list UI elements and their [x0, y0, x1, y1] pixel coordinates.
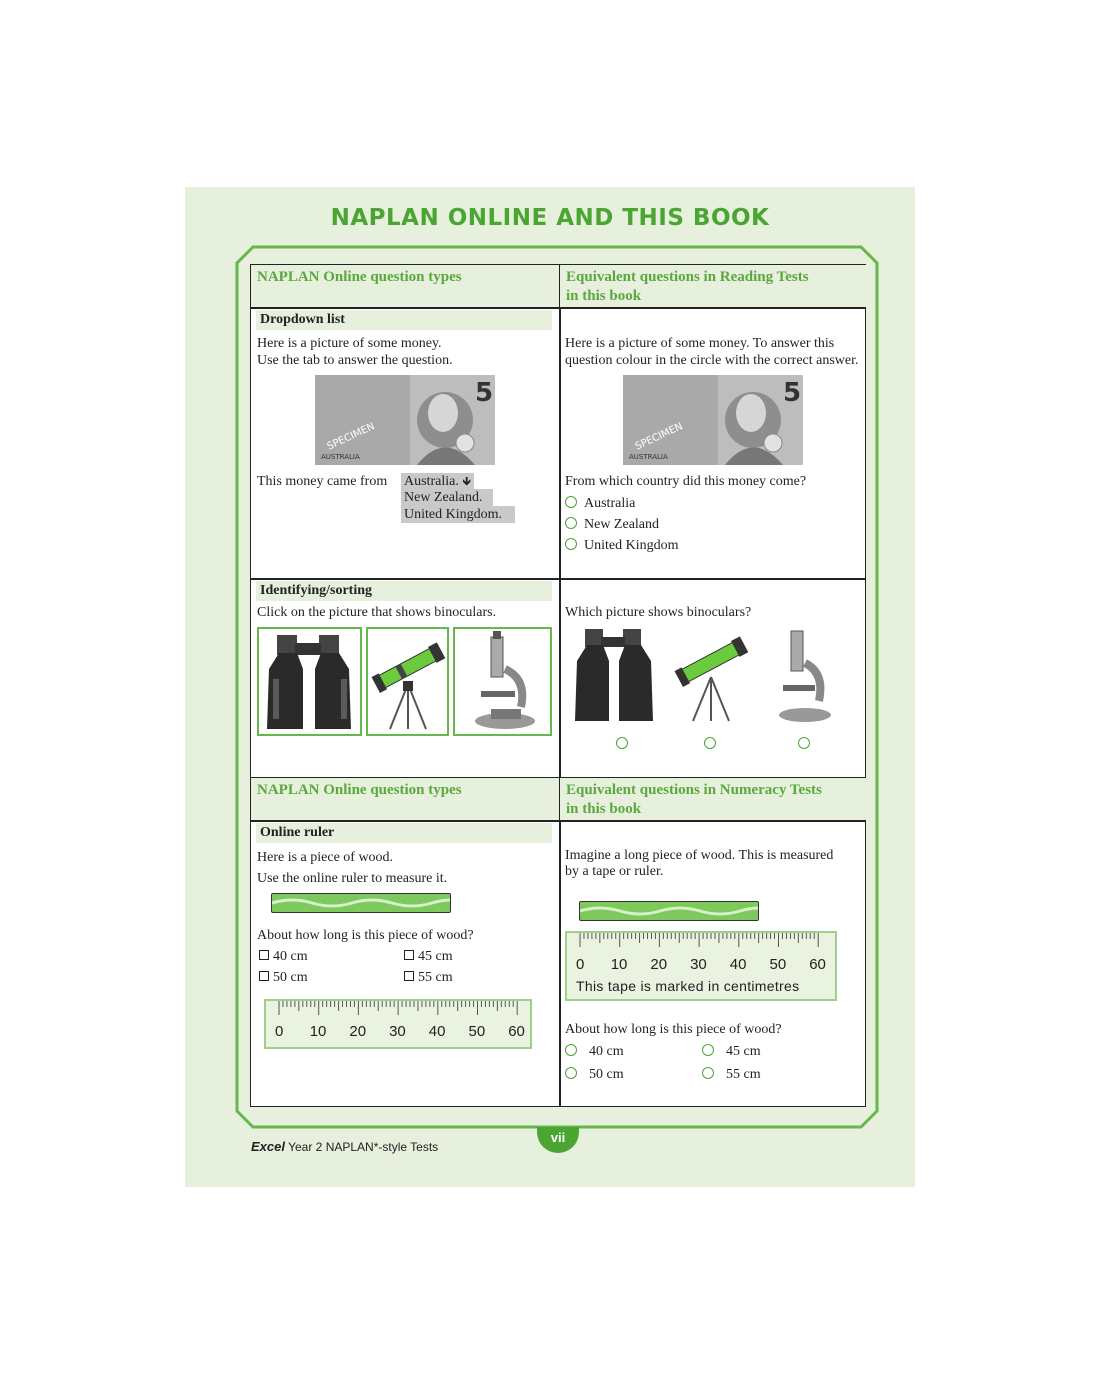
checkbox-icon[interactable]	[259, 971, 269, 981]
ruler-number-label: 50	[468, 1023, 486, 1040]
dropdown-option-australia[interactable]: Australia. 🡻	[401, 473, 474, 490]
dropdown-option-united-kingdom[interactable]: United Kingdom.	[401, 506, 515, 523]
reading-right-question: From which country did this money come?	[565, 474, 807, 489]
reading-right-header: Equivalent questions in Reading Tests in this book	[560, 265, 866, 307]
dropdown-intro-2: Use the tab to answer the question.	[257, 353, 453, 368]
checkbox-55cm[interactable]: 55 cm	[404, 969, 453, 986]
svg-text:AUSTRALIA: AUSTRALIA	[321, 453, 360, 461]
dropdown-prompt: This money came from	[257, 474, 388, 489]
radio-circle-icon[interactable]	[565, 496, 577, 508]
sorting-label: Identifying/sorting	[256, 581, 552, 601]
checkbox-icon[interactable]	[259, 950, 269, 960]
ruler-label: Online ruler	[256, 823, 552, 843]
radio-circle-icon[interactable]	[702, 1067, 714, 1079]
tape-ticks	[567, 933, 835, 949]
ruler-intro-2: Use the online ruler to measure it.	[257, 871, 448, 886]
ruler-number-label: 30	[690, 956, 707, 973]
checkbox-45cm[interactable]: 45 cm	[404, 948, 453, 965]
telescope-icon	[368, 629, 447, 734]
sorting-intro: Click on the picture that shows binoculars.	[257, 605, 497, 620]
ruler-number-label: 20	[349, 1023, 367, 1040]
radio-telescope[interactable]	[704, 737, 716, 749]
comparison-table	[250, 264, 866, 1107]
checkbox-icon[interactable]	[404, 971, 414, 981]
dropdown-intro-1: Here is a picture of some money.	[257, 336, 442, 351]
radio-australia[interactable]: Australia	[565, 495, 635, 512]
ruler-ticks	[266, 1001, 530, 1017]
radio-circle-icon[interactable]	[565, 538, 577, 550]
ruler-number-label: 60	[508, 1023, 525, 1040]
ruler-number-label: 0	[275, 1023, 284, 1040]
banknote-image-left	[315, 375, 495, 465]
ruler-number-label: 30	[389, 1023, 406, 1040]
ruler-number-label: 40	[729, 956, 747, 973]
telescope-image	[671, 625, 751, 730]
svg-text:AUSTRALIA: AUSTRALIA	[629, 453, 668, 461]
binoculars-image-button[interactable]	[257, 627, 362, 736]
telescope-image-button[interactable]	[366, 627, 449, 736]
wood-piece-left	[271, 893, 451, 913]
checkbox-50cm[interactable]: 50 cm	[259, 969, 308, 986]
numeracy-right-header: Equivalent questions in Numeracy Tests in this book	[560, 778, 866, 820]
ruler-number-label: 20	[650, 956, 668, 973]
radio-55cm[interactable]: 55 cm	[702, 1066, 761, 1083]
ruler-number-label: 40	[428, 1023, 446, 1040]
dropdown-option-new-zealand[interactable]: New Zealand.	[401, 489, 493, 506]
radio-binoculars[interactable]	[616, 737, 628, 749]
radio-circle-icon[interactable]	[565, 1067, 577, 1079]
sorting-right-question: Which picture shows binoculars?	[565, 605, 752, 620]
radio-microscope[interactable]	[798, 737, 810, 749]
radio-circle-icon[interactable]	[565, 1044, 577, 1056]
radio-circle-icon[interactable]	[565, 517, 577, 529]
checkbox-40cm[interactable]: 40 cm	[259, 948, 308, 965]
binoculars-icon	[259, 629, 360, 734]
ruler-number-label: 10	[309, 1023, 327, 1040]
radio-new-zealand[interactable]: New Zealand	[565, 516, 659, 533]
book-page	[185, 187, 915, 1187]
dropdown-label: Dropdown list	[256, 310, 552, 330]
radio-50cm[interactable]: 50 cm	[565, 1066, 624, 1083]
ruler-question: About how long is this piece of wood?	[257, 928, 474, 943]
radio-circle-icon[interactable]	[702, 1044, 714, 1056]
ruler-number-label: 0	[576, 956, 585, 973]
svg-text:SPECIMEN: SPECIMEN	[325, 421, 377, 453]
reading-right-intro-2: question colour in the circle with the correct answer.	[565, 353, 859, 368]
ruler-number-label: 60	[809, 956, 826, 973]
radio-40cm[interactable]: 40 cm	[565, 1043, 624, 1060]
tape-measure	[565, 931, 837, 1001]
numeracy-right-intro-2: by a tape or ruler.	[565, 864, 664, 879]
binoculars-image	[569, 625, 659, 730]
footer-title: Excel Year 2 NAPLAN*-style Tests	[251, 1139, 439, 1154]
online-ruler[interactable]	[264, 999, 532, 1049]
svg-text:5: 5	[783, 378, 802, 408]
page-title: NAPLAN ONLINE AND THIS BOOK	[330, 205, 770, 231]
microscope-icon	[455, 629, 550, 734]
dropdown-arrow-icon[interactable]: 🡻	[462, 474, 471, 488]
checkbox-icon[interactable]	[404, 950, 414, 960]
microscope-image	[771, 625, 841, 730]
ruler-number-label: 50	[769, 956, 787, 973]
ruler-number-label: 10	[610, 956, 628, 973]
numeracy-left-header: NAPLAN Online question types	[251, 778, 559, 820]
numeracy-right-question: About how long is this piece of wood?	[565, 1022, 782, 1037]
tape-caption: This tape is marked in centimetres	[576, 978, 800, 994]
svg-text:5: 5	[475, 378, 494, 408]
page-number: vii	[537, 1127, 579, 1153]
reading-right-intro-1: Here is a picture of some money. To answer this	[565, 336, 835, 351]
ruler-intro-1: Here is a piece of wood.	[257, 850, 394, 865]
wood-piece-right	[579, 901, 759, 921]
microscope-image-button[interactable]	[453, 627, 552, 736]
radio-45cm[interactable]: 45 cm	[702, 1043, 761, 1060]
radio-united-kingdom[interactable]: United Kingdom	[565, 537, 679, 554]
reading-left-header: NAPLAN Online question types	[251, 265, 559, 307]
numeracy-right-intro-1: Imagine a long piece of wood. This is measured	[565, 848, 834, 863]
svg-text:SPECIMEN: SPECIMEN	[633, 421, 685, 453]
banknote-image-right	[623, 375, 803, 465]
